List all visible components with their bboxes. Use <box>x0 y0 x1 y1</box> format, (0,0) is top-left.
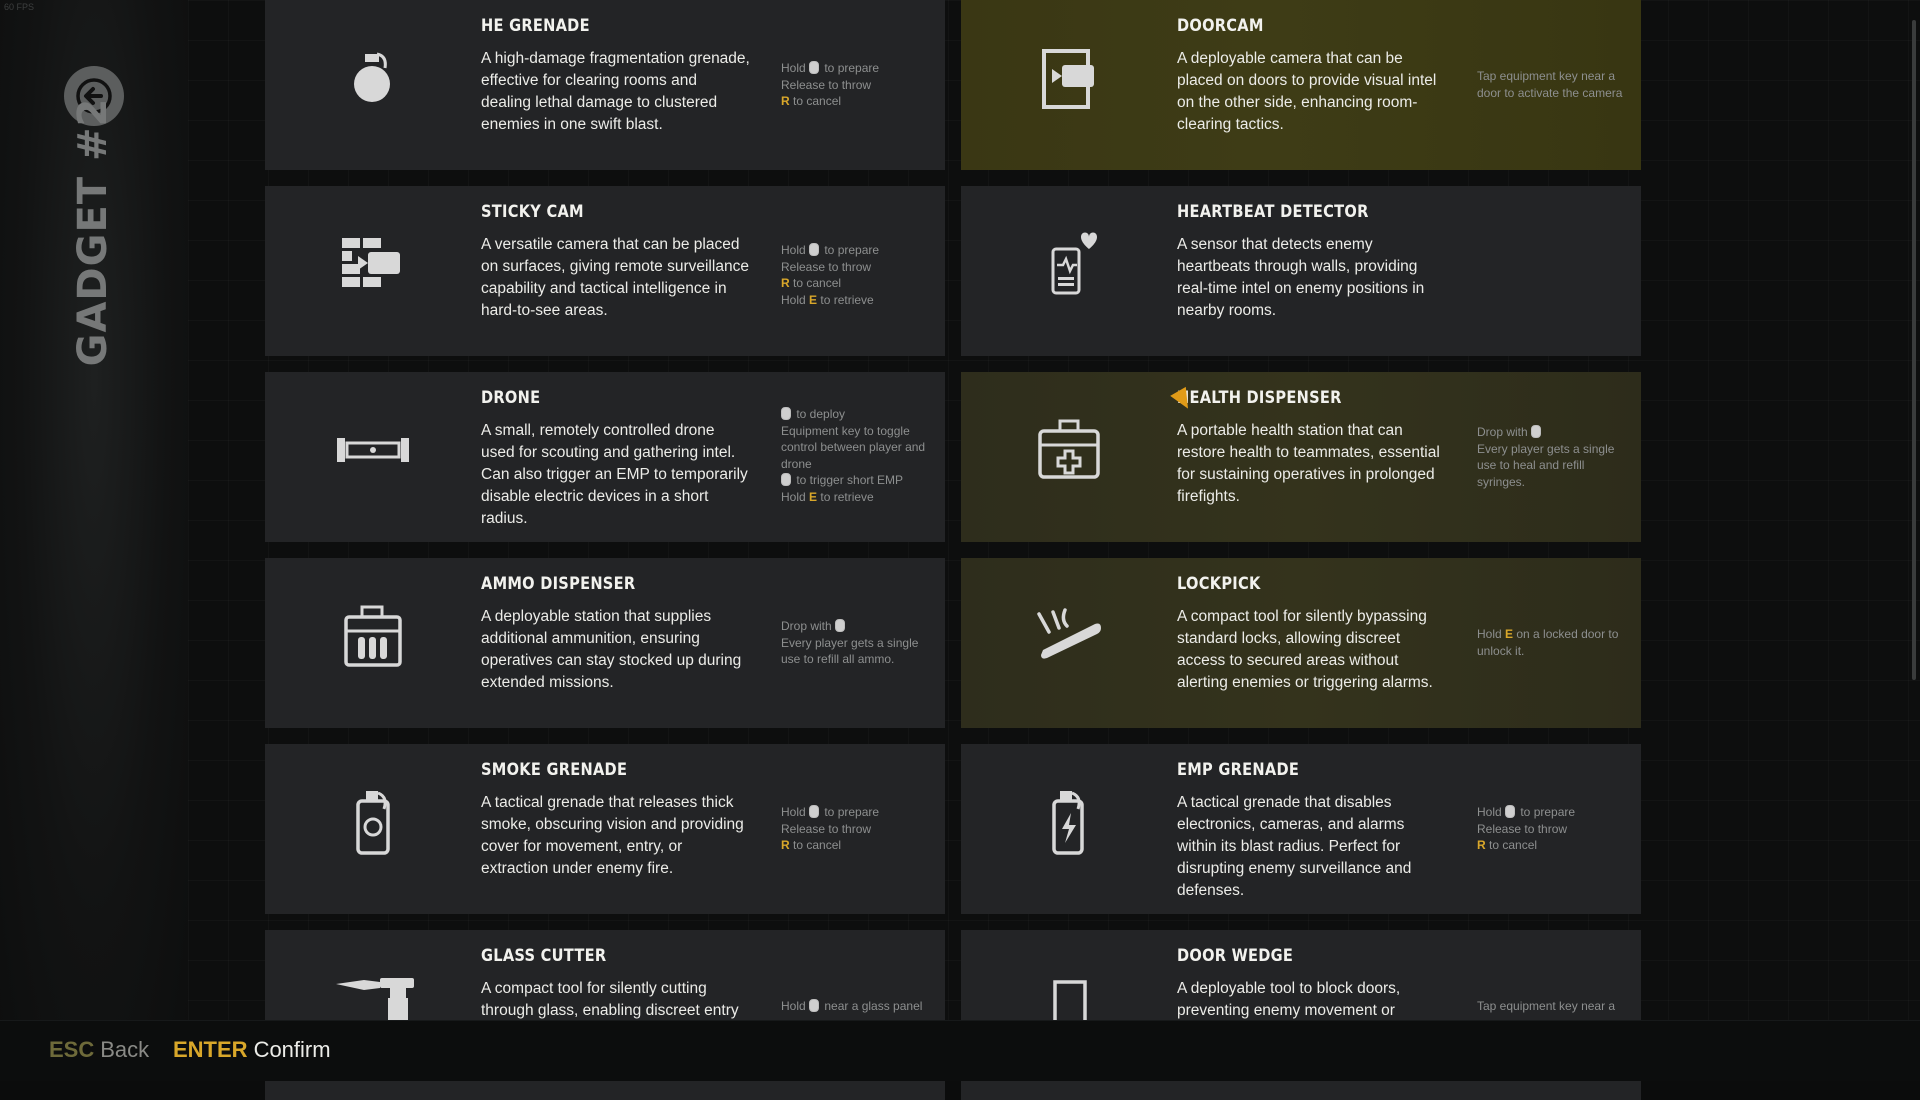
control-hint-line: Release to throw <box>781 259 872 274</box>
control-hint-line: Tap equipment key near a <box>1477 999 1616 1013</box>
heartbeat-detector-icon <box>1019 224 1119 304</box>
gadget-description: A small, remotely controlled drone used for scouting and gathering intel. Can also trigger an EMP to temporarily disable electric devices in a short radius. <box>481 422 748 527</box>
gadget-controls <box>781 242 936 308</box>
gadget-controls <box>1477 998 1632 1015</box>
fps-counter: 60 FPS <box>4 2 35 12</box>
control-hint-line: to trigger short EMP <box>781 472 936 489</box>
mouse-icon <box>781 473 791 486</box>
control-hint-line: Hold near a glass panel <box>781 999 923 1013</box>
gadget-description: A versatile camera that can be placed on surfaces, giving remote surveillance capability and tactical intelligence in hard-to-see areas. <box>481 236 749 319</box>
gadget-description: A portable health station that can restore health to teammates, essential for sustaining operatives in prolonged firefights. <box>1177 422 1440 505</box>
emp-grenade-icon <box>1019 782 1119 862</box>
gadget-description: A deployable station that supplies additional ammunition, ensuring operatives can stay stocked up during extended missions. <box>481 608 742 691</box>
control-hint-line: R to cancel <box>781 838 842 852</box>
gadget-description: A deployable camera that can be placed on doors to provide visual intel on the other side, enhancing room-clearing tactics. <box>1177 50 1437 133</box>
gadget-title: DRONE <box>481 388 541 408</box>
gadget-card-health-dispenser[interactable] <box>961 372 1641 542</box>
gadget-controls <box>1477 68 1632 101</box>
page-title: GADGET #2 <box>70 97 116 367</box>
gadget-controls <box>1477 424 1632 490</box>
control-hint-line: Every player gets a single use to refill all ammo. <box>781 635 919 666</box>
control-hint-line: Drop with <box>1477 424 1632 441</box>
doorcam-icon <box>1019 38 1119 118</box>
health-dispenser-icon <box>1019 410 1119 490</box>
mouse-icon <box>781 407 791 420</box>
gadget-card-emp-grenade[interactable] <box>961 744 1641 914</box>
gadget-grid <box>188 0 1920 1020</box>
control-hint-line: Release to throw <box>781 77 872 92</box>
control-hint-line: Equipment key to toggle control between player and drone <box>781 423 926 471</box>
control-hint-line: Release to throw <box>781 821 872 836</box>
gadget-card-sticky-cam[interactable] <box>265 186 945 356</box>
gadget-title: DOOR WEDGE <box>1177 946 1294 966</box>
mouse-icon <box>1531 425 1541 438</box>
grenade-icon <box>323 38 423 118</box>
gadget-card-he-grenade[interactable] <box>265 0 945 170</box>
gadget-title: HE GRENADE <box>481 16 590 36</box>
gadget-card-drone[interactable] <box>265 372 945 542</box>
smoke-grenade-icon <box>323 782 423 862</box>
gadget-title: EMP GRENADE <box>1177 760 1300 780</box>
gadget-title: HEARTBEAT DETECTOR <box>1177 202 1369 222</box>
gadget-card-ammo-dispenser[interactable] <box>265 558 945 728</box>
gadget-title: LOCKPICK <box>1177 574 1261 594</box>
gadget-card-smoke-grenade[interactable] <box>265 744 945 914</box>
gadget-description: A sensor that detects enemy heartbeats through walls, providing real-time intel on enemy positions in nearby rooms. <box>1177 236 1425 319</box>
control-hint-line: to deploy <box>781 406 936 423</box>
mouse-icon <box>809 61 819 74</box>
key-badge: E <box>1505 627 1514 641</box>
gadget-description: A high-damage fragmentation grenade, effective for clearing rooms and dealing lethal damage to clustered enemies in one swift blast. <box>481 50 750 133</box>
left-panel <box>0 0 190 1080</box>
gadget-title: GLASS CUTTER <box>481 946 607 966</box>
mouse-icon <box>835 619 845 632</box>
key-badge: E <box>809 489 818 504</box>
footer-hints <box>0 1020 1920 1081</box>
drone-icon <box>323 410 423 490</box>
control-hint-line: Hold E to retrieve <box>781 489 874 504</box>
gadget-title: HEALTH DISPENSER <box>1177 388 1342 408</box>
key-badge: R <box>781 838 790 852</box>
control-hint-line: Tap equipment key near a door to activate the camera <box>1477 69 1623 100</box>
control-hint-line: Drop with <box>781 618 936 635</box>
control-hint-line: R to cancel <box>781 276 842 290</box>
key-badge: R <box>781 276 790 290</box>
mouse-icon <box>1505 805 1515 818</box>
gadget-card-lockpick[interactable] <box>961 558 1641 728</box>
gadget-title: SMOKE GRENADE <box>481 760 628 780</box>
mouse-icon <box>809 805 819 818</box>
gadget-controls <box>781 998 936 1015</box>
gadget-card-doorcam[interactable] <box>961 0 1641 170</box>
gadget-controls <box>781 804 936 854</box>
control-hint-line: R to cancel <box>781 94 842 108</box>
back-label: Back <box>100 1037 150 1062</box>
key-badge: R <box>781 94 790 108</box>
gadget-title: STICKY CAM <box>481 202 584 222</box>
control-hint-line: R to cancel <box>1477 838 1538 852</box>
lockpick-icon <box>1019 596 1119 676</box>
control-hint-line: Release to throw <box>1477 821 1568 836</box>
confirm-hint[interactable] <box>173 1037 331 1063</box>
control-hint-line: Hold E to retrieve <box>781 292 874 307</box>
scrollbar[interactable] <box>1912 20 1916 680</box>
gadget-description: A compact tool for silently cutting through glass, enabling discreet entry <box>481 980 739 1019</box>
gadget-controls <box>781 406 936 505</box>
key-badge: R <box>1477 838 1486 852</box>
back-hint[interactable] <box>49 1037 149 1063</box>
gadget-card-heartbeat-detector[interactable] <box>961 186 1641 356</box>
control-hint-line: Hold to prepare <box>781 61 880 75</box>
gadget-description: A deployable tool to block doors, preventing enemy movement or <box>1177 980 1401 1019</box>
confirm-label: Confirm <box>253 1037 331 1062</box>
control-hint-line: Hold to prepare <box>1477 805 1576 819</box>
key-badge: E <box>809 292 818 307</box>
control-hint-line: Hold E on a locked door to unlock it. <box>1477 627 1619 658</box>
mouse-icon <box>809 999 819 1012</box>
confirm-key: ENTER <box>173 1037 248 1062</box>
mouse-icon <box>809 243 819 256</box>
gadget-description: A compact tool for silently bypassing standard locks, allowing discreet access to secured areas without alerting enemies or triggering alarms. <box>1177 608 1433 691</box>
back-key: ESC <box>49 1037 95 1062</box>
control-hint-line: Every player gets a single use to heal and refill syringes. <box>1477 441 1615 489</box>
gadget-title: AMMO DISPENSER <box>481 574 636 594</box>
ammo-dispenser-icon <box>323 596 423 676</box>
control-hint-line: Hold to prepare <box>781 805 880 819</box>
gadget-description: A tactical grenade that releases thick smoke, obscuring vision and providing cover for movement, entry, or extraction under enemy fire. <box>481 794 744 877</box>
gadget-description: A tactical grenade that disables electronics, cameras, and alarms within its blast radius. Perfect for disrupting enemy surveillance and defenses. <box>1177 794 1412 899</box>
gadget-controls <box>781 60 936 110</box>
gadget-controls <box>781 618 936 668</box>
gadget-controls <box>1477 804 1632 854</box>
control-hint-line: Hold to prepare <box>781 243 880 257</box>
sticky-cam-icon <box>323 224 423 304</box>
gadget-controls <box>1477 626 1632 659</box>
gadget-title: DOORCAM <box>1177 16 1264 36</box>
